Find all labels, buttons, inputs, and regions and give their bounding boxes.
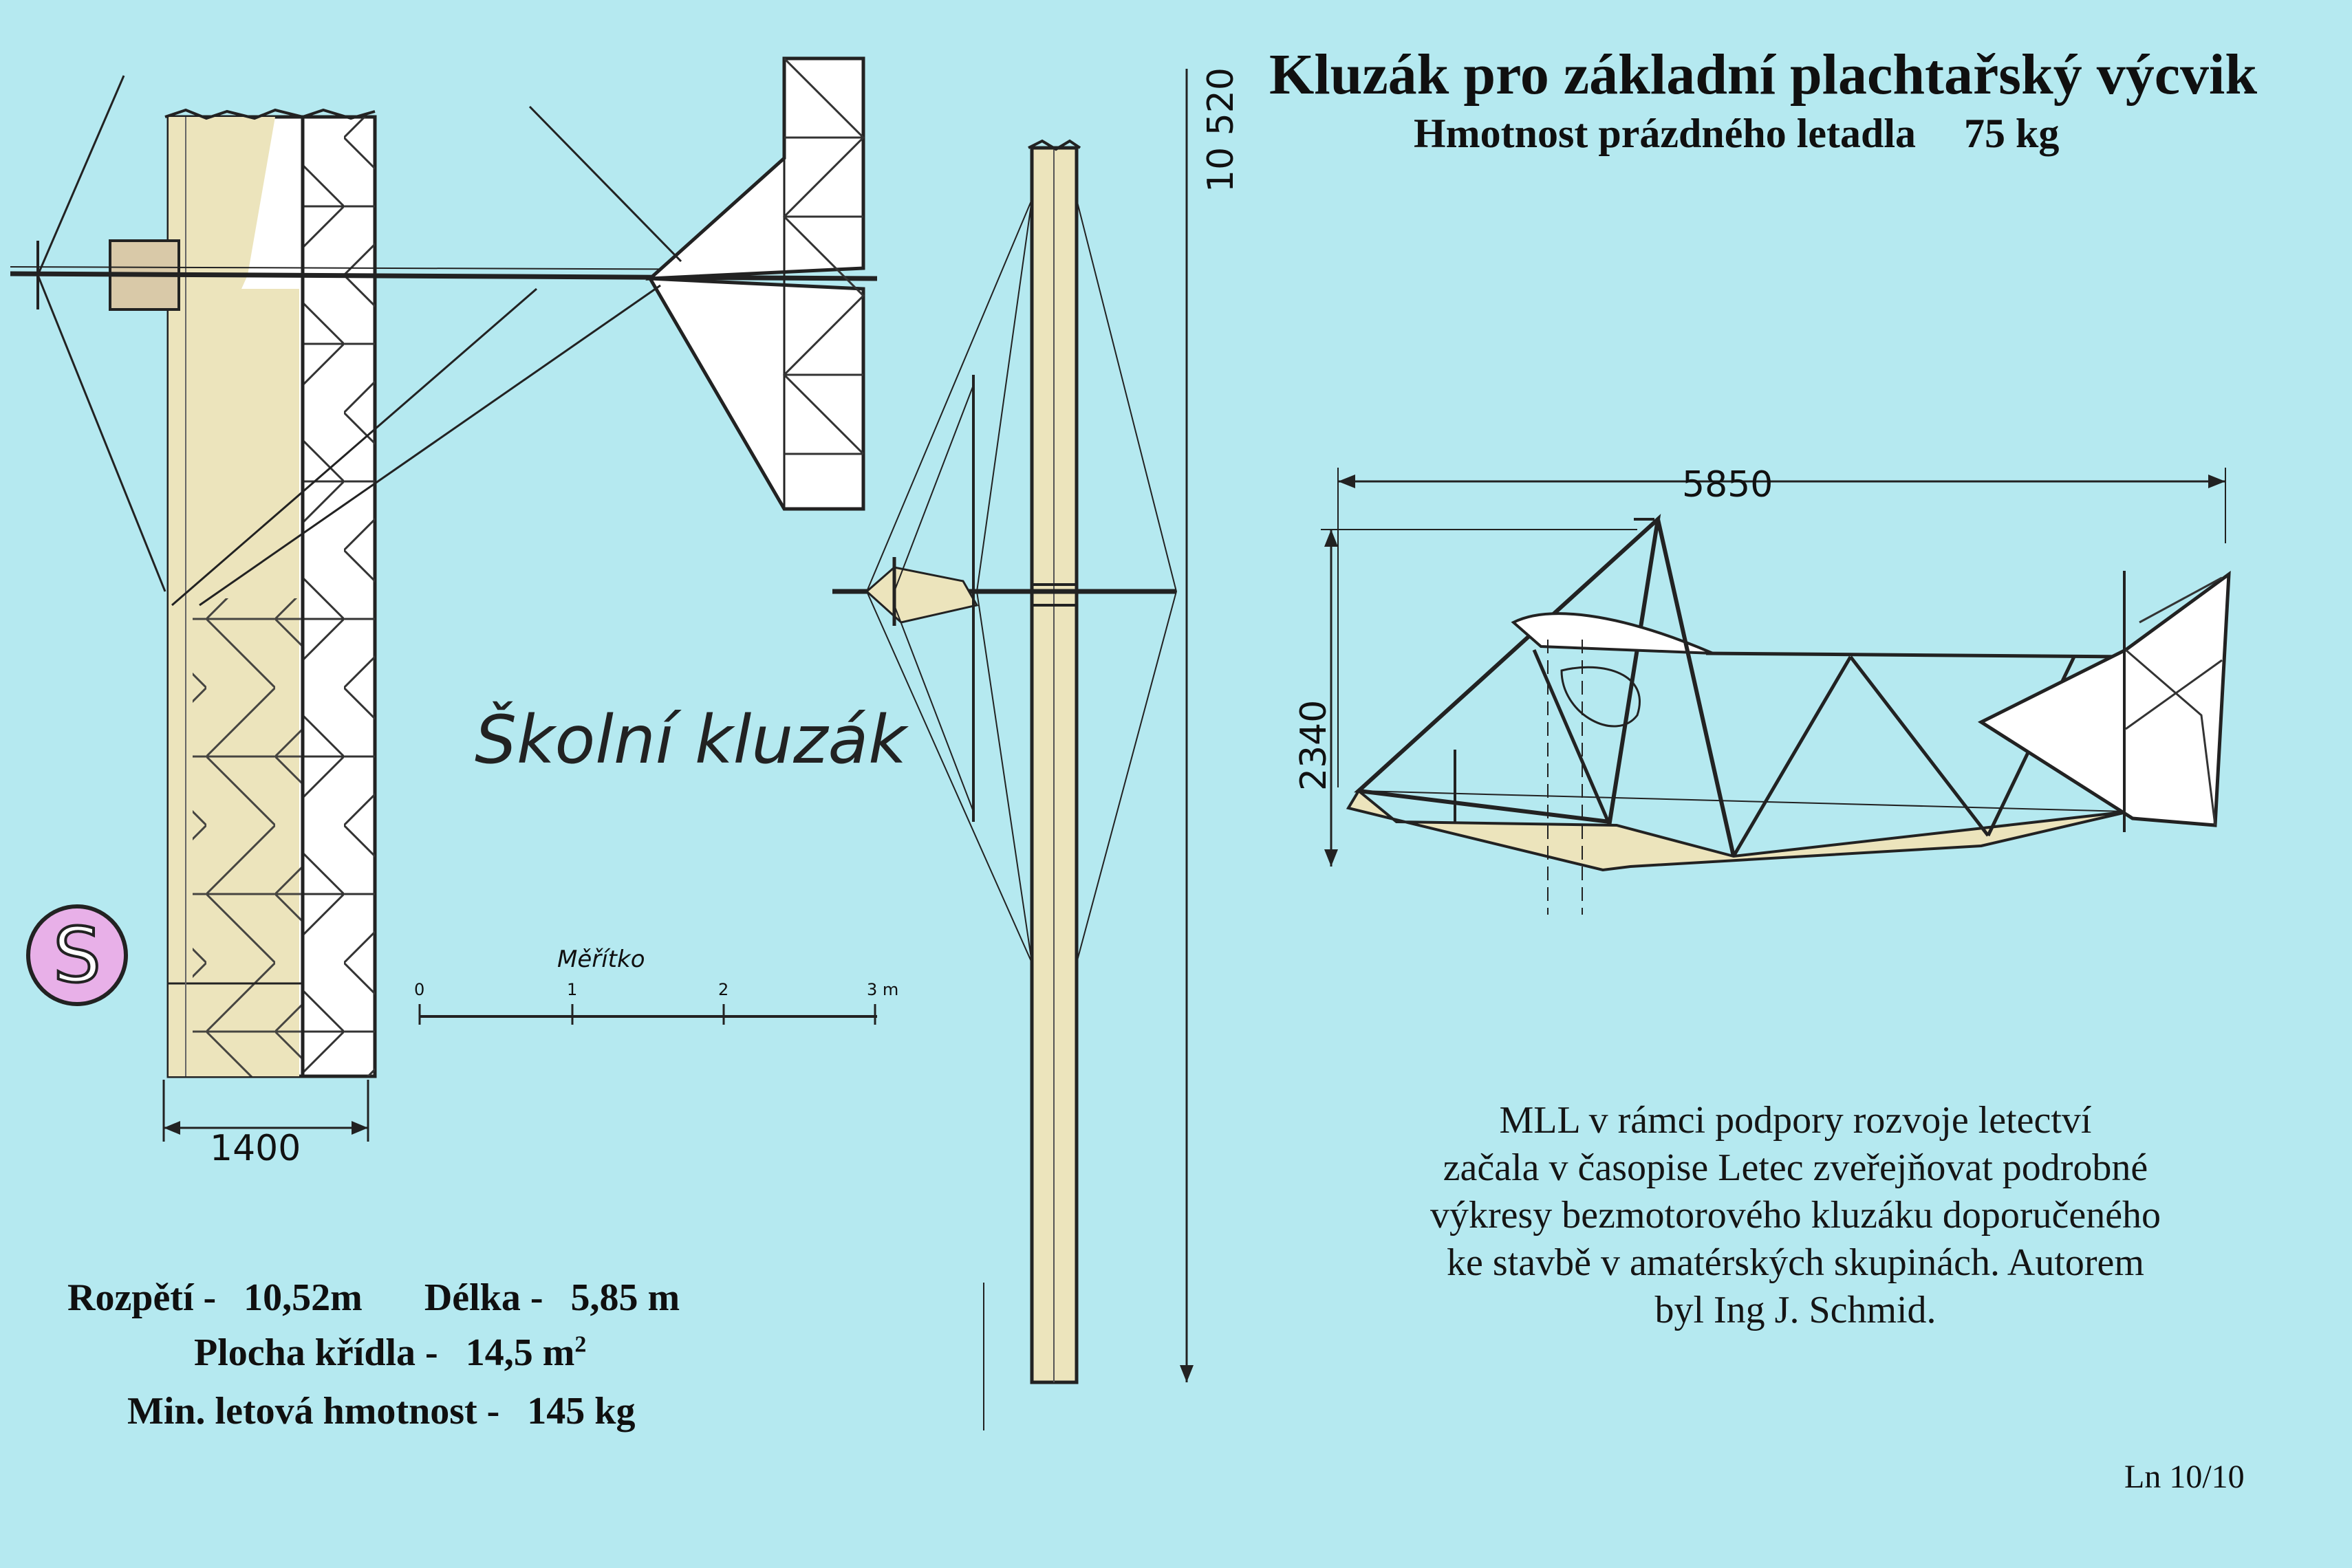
dimension-length: 5850: [1682, 464, 1773, 505]
span-label: Rozpětí -: [67, 1276, 217, 1319]
scale-bar: [420, 1004, 877, 1025]
mass-value: 145 kg: [527, 1390, 636, 1433]
area-value: 14,5 m: [465, 1331, 575, 1374]
dimension-span: 10 520: [1200, 67, 1242, 193]
scale-tick: 0: [414, 980, 425, 999]
empty-mass-value: 75 kg: [1964, 111, 2060, 156]
empty-mass-label: Hmotnost prázdného letadla: [1414, 111, 1917, 156]
area-label: Plocha křídla -: [194, 1331, 438, 1374]
wing-truss: [303, 117, 375, 1076]
reference: Ln 10/10: [2124, 1459, 2245, 1495]
description-line: výkresy bezmotorového kluzáku doporučeného: [1429, 1194, 2161, 1237]
scale-tick: 3 m: [867, 980, 899, 999]
description-line: ke stavbě v amatérských skupinách. Autorem: [1447, 1241, 2144, 1284]
side-view: [1321, 468, 2229, 915]
dimension-height: 2340: [1293, 699, 1335, 791]
wing-truss-left: [193, 598, 303, 1076]
spec-line-area: [194, 1331, 586, 1375]
scale-label: Měřítko: [557, 946, 645, 973]
description-line: začala v časopise Letec zveřejňovat podrobné: [1443, 1146, 2148, 1189]
mass-label: Min. letová hmotnost -: [127, 1390, 500, 1433]
spec-line-mass: [127, 1389, 635, 1433]
length-label: Délka -: [424, 1276, 543, 1319]
spec-line-span-length: [67, 1276, 680, 1320]
logo: S: [26, 904, 128, 1006]
description-line: byl Ing J. Schmid.: [1654, 1289, 1936, 1331]
subtitle: [1414, 110, 2059, 157]
description-line: MLL v rámci podpory rozvoje letectví: [1499, 1099, 2092, 1142]
scale-tick: 2: [718, 980, 729, 999]
span-value: 10,52m: [244, 1276, 363, 1319]
scale-tick: 1: [567, 980, 578, 999]
drawing-label: Školní kluzák: [475, 701, 907, 778]
plan-view: [10, 58, 877, 1142]
dimension-wing-chord: 1400: [210, 1128, 301, 1169]
description: [1293, 1097, 2298, 1334]
area-unit-exponent: 2: [574, 1331, 587, 1358]
page-title: Kluzák pro základní plachtařský výcvik: [1269, 43, 2258, 107]
length-value: 5,85 m: [570, 1276, 680, 1319]
